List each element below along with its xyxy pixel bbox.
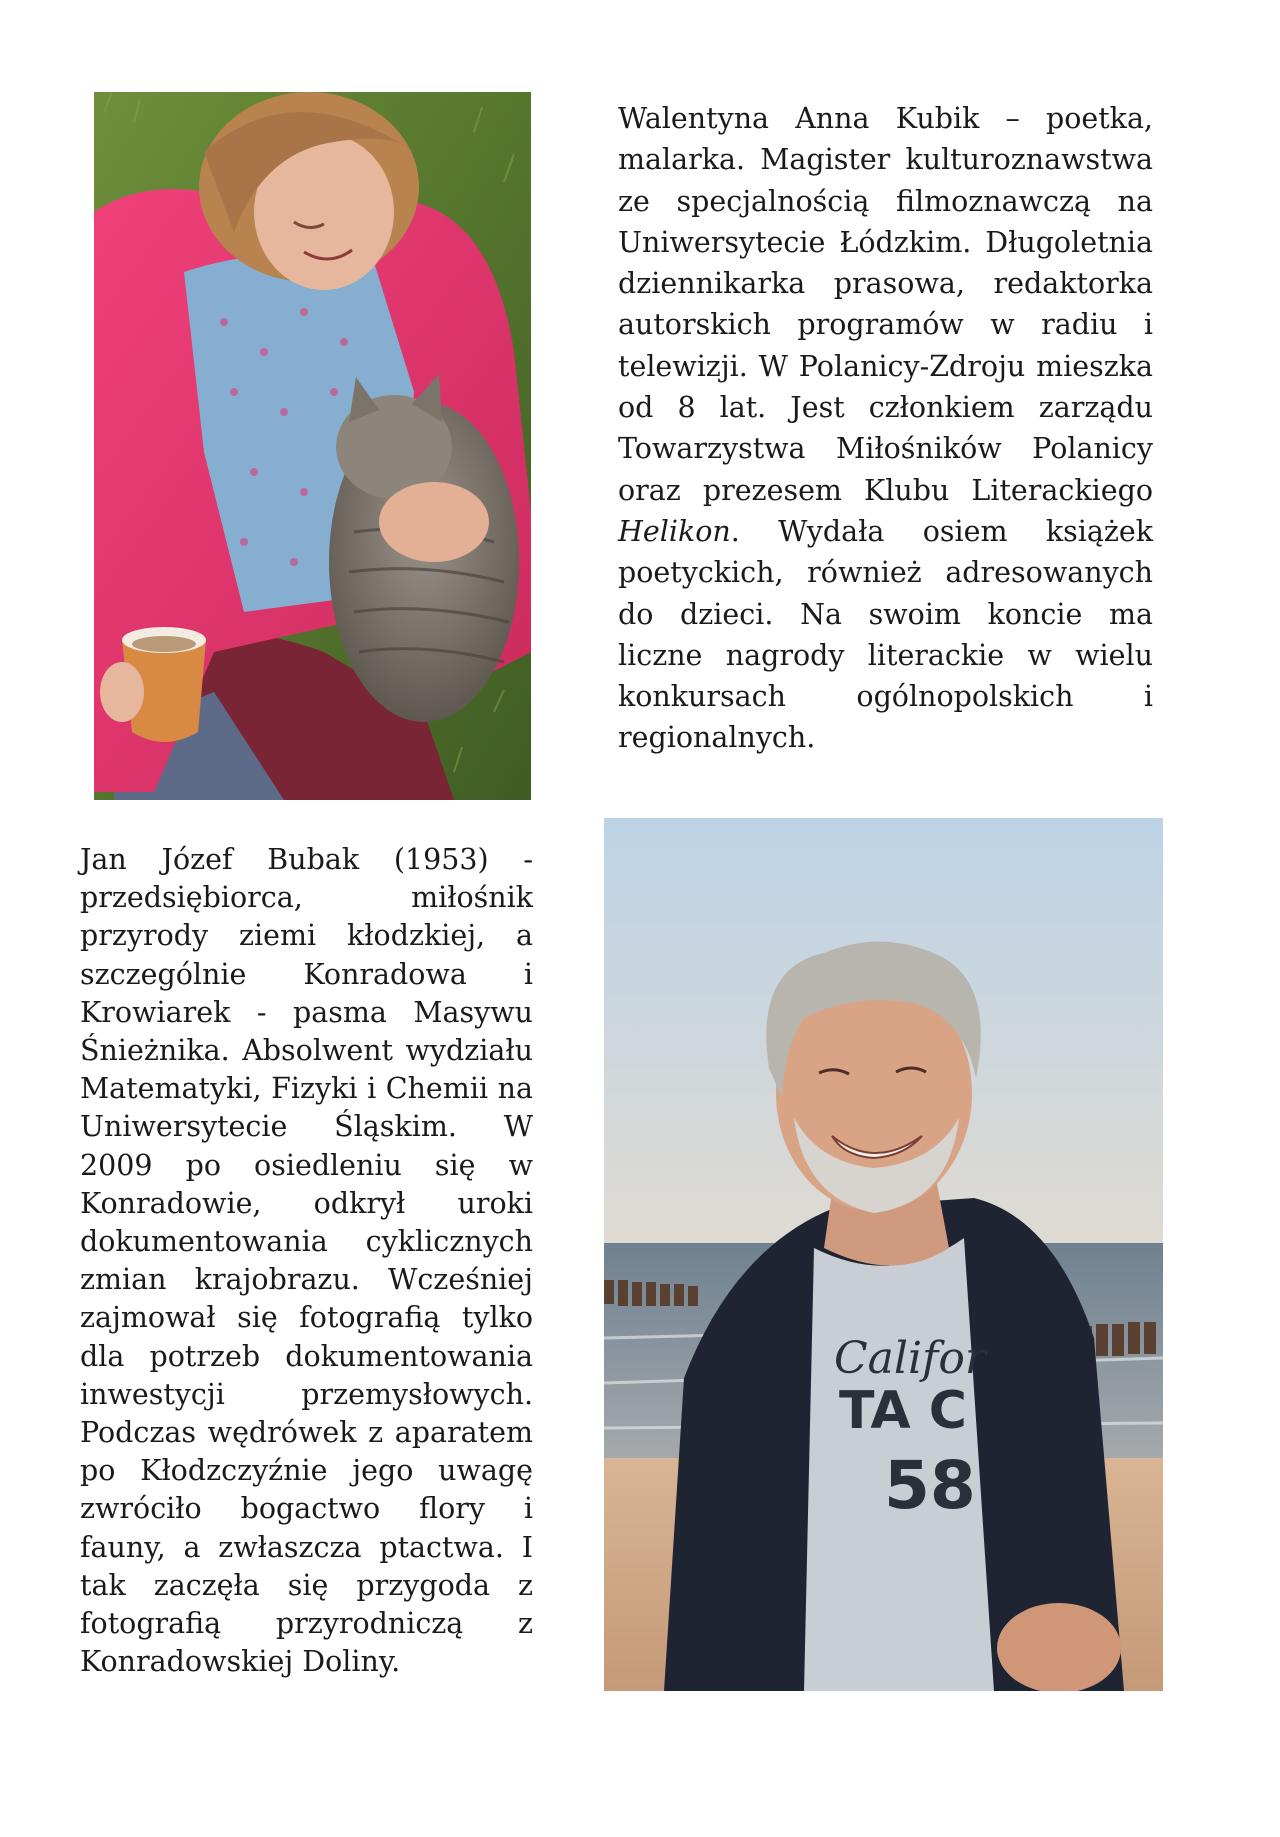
bio-jan-jozef-bubak: Jan Józef Bubak (1953) - przedsiębiorca, miłośnik przyrody ziemi kłodzkiej, a szczególnie Konradowa i Krowiarek - pasma Masywu Śnieżnika. Absolwent wydziału Matematyki, Fizyki i Chemii na Uniwersytecie Śląskim. W 2009 po osiedleniu się w Konradowie, odkrył uroki dokumentowania cyklicznych zmian krajobrazu. Wcześniej zajmował się fotografią tylko dla potrzeb dokumentowania inwestycji przemysłowych. Podczas wędrówek z aparatem po Kłodzczyźnie jego uwagę zwróciło bogactwo flory i fauny, a zwłaszcza ptactwa. I tak zaczęła się przygoda z fotografią przyrodniczą z Konradowskiej Doliny. [80, 843, 533, 1679]
svg-text:58: 58 [884, 1447, 976, 1524]
club-name-helikon: Helikon [618, 514, 731, 548]
bio-walentyna-kubik [618, 98, 1153, 759]
svg-text:Califor: Califor [834, 1333, 986, 1384]
bio-kubik-text-start: Walentyna Anna Kubik – poetka, malarka. Magister kulturoznawstwa ze specjalnością filmoznawczą na Uniwersytecie Łódzkim. Długoletnia dziennikarka prasowa, redaktorka autorskich programów w radiu i telewizji. W Polanicy-Zdroju mieszka od 8 lat. Jest członkiem zarządu Towarzystwa Miłośników Polanicy oraz prezesem Klubu Literackiego [618, 102, 1153, 507]
photo-walentyna-kubik [94, 92, 531, 800]
svg-text:TA C: TA C [839, 1381, 967, 1441]
photo-jan-jozef-bubak [604, 818, 1163, 1691]
portrait-with-cat-image [94, 92, 531, 800]
bio-kubik-text-end: . Wydała osiem książek poetyckich, również adresowanych do dzieci. Na swoim koncie ma liczne nagrody literackie w wielu konkursach ogólnopolskich i regionalnych. [618, 514, 1153, 755]
beach-portrait-image [604, 818, 1163, 1691]
